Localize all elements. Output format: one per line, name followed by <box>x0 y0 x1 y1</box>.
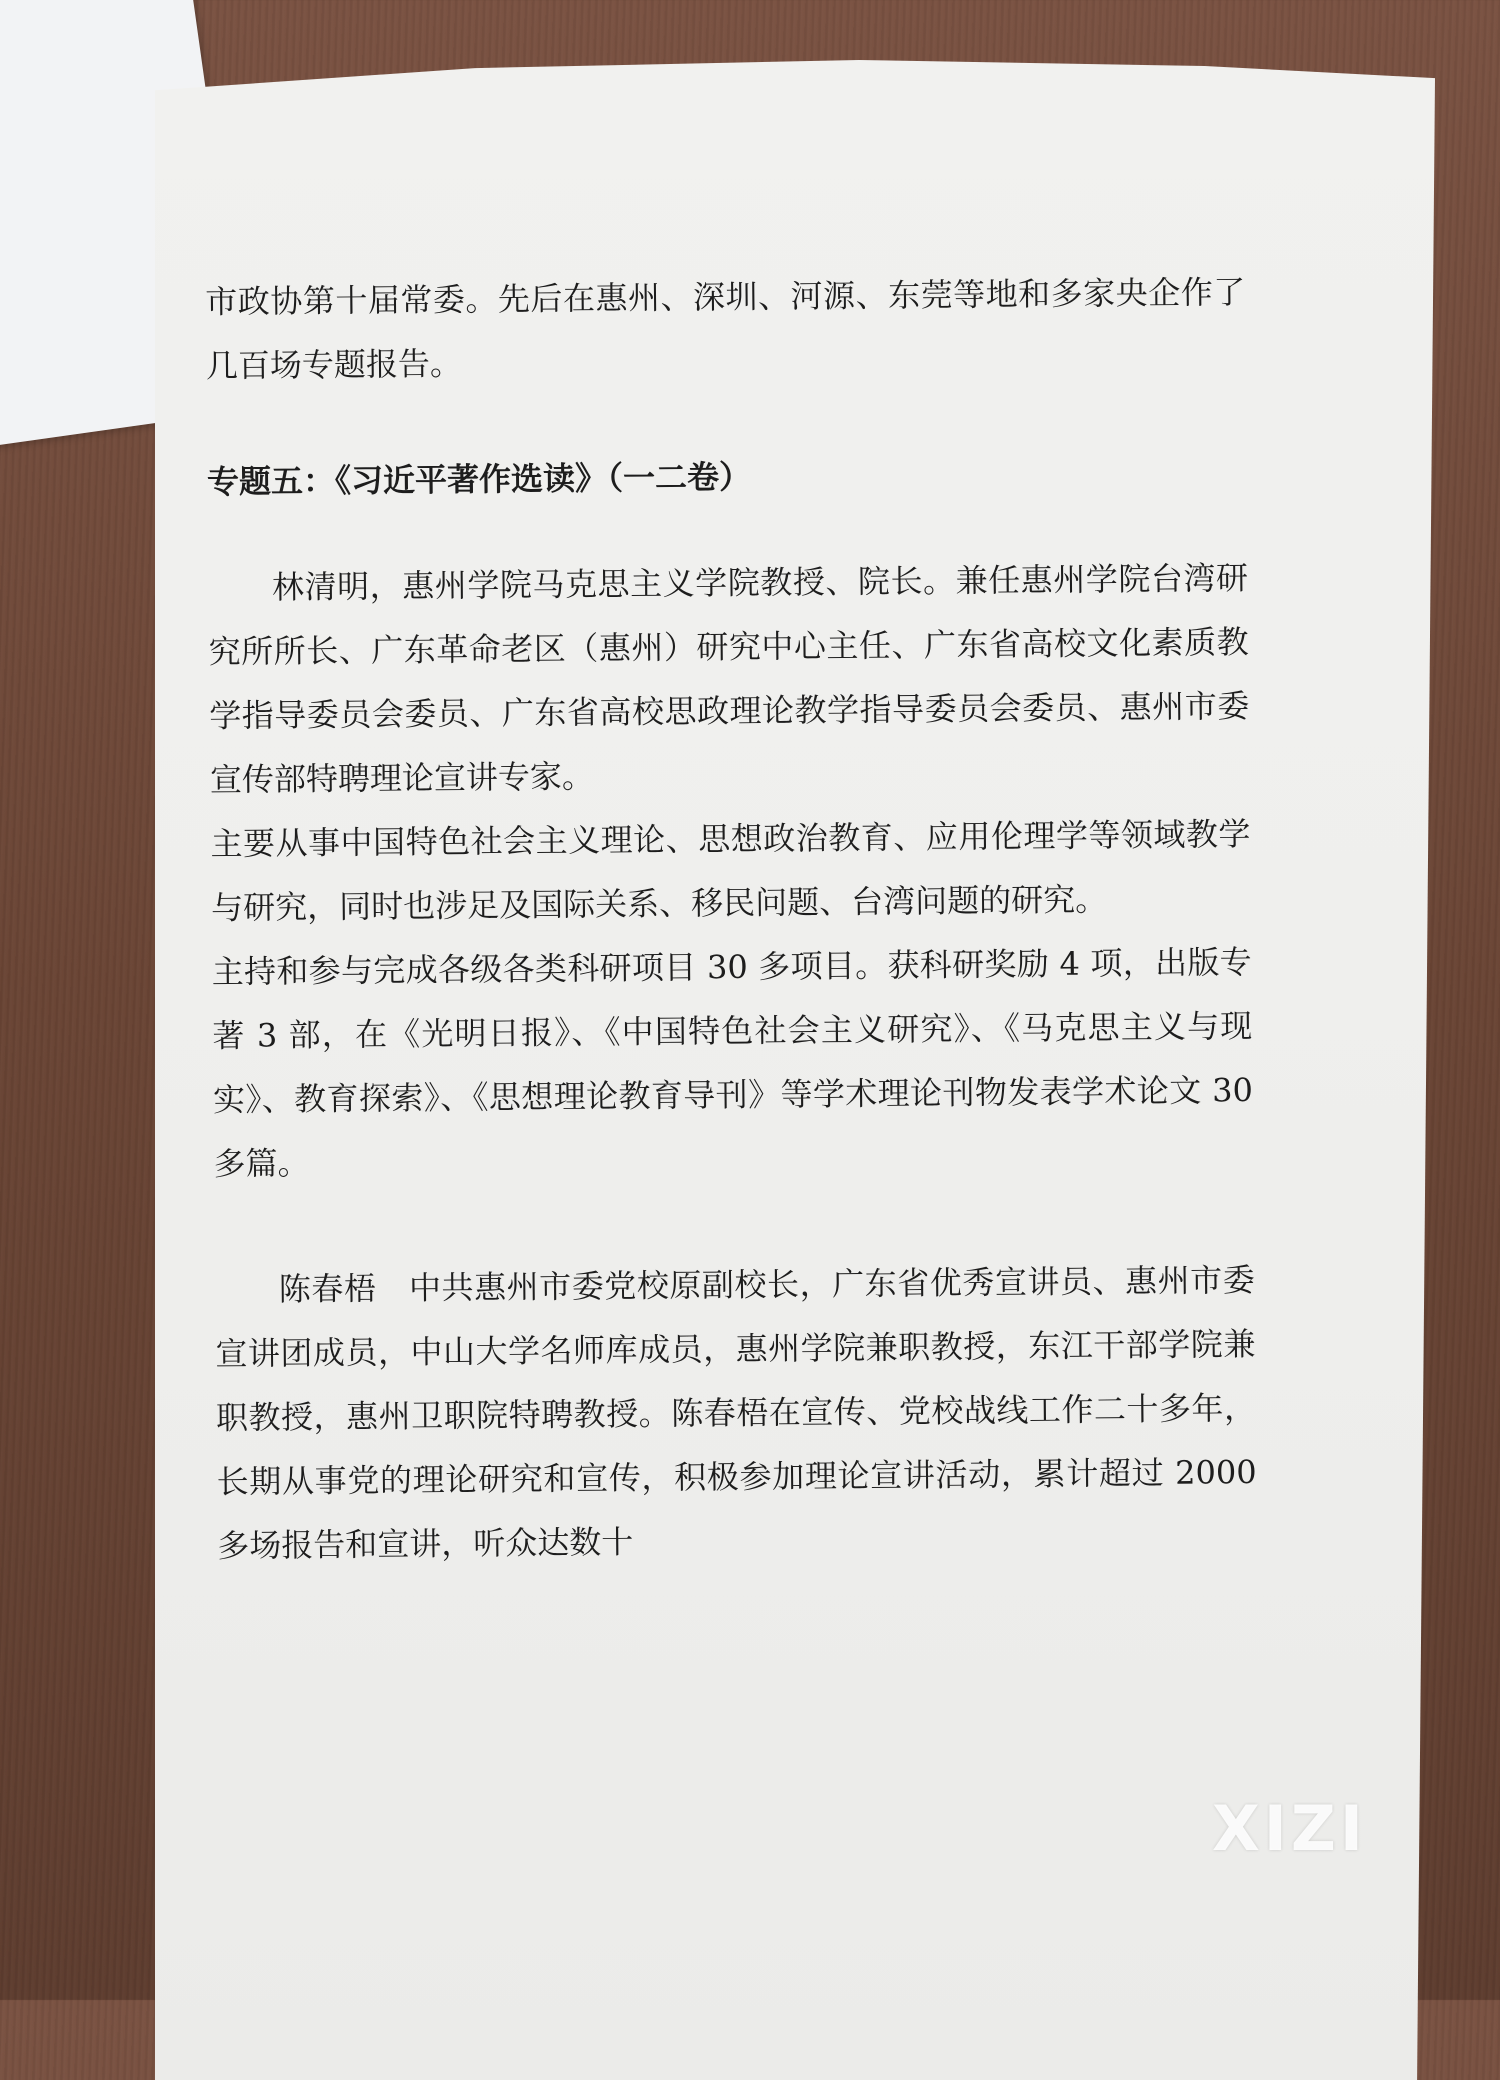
document-text-body <box>205 260 1258 1578</box>
intro-paragraph: 市政协第十届常委。先后在惠州、深圳、河源、东莞等地和多家央企作了几百场专题报告。 <box>205 273 1246 385</box>
person1-research-areas: 主要从事中国特色社会主义理论、思想政治教育、应用伦理学等领域教学与研究，同时也涉足及国际关系、移民问题、台湾问题的研究。 <box>210 814 1251 927</box>
xizi-watermark: XIZI <box>1212 1792 1367 1865</box>
person1-achievements: 主持和参与完成各级各类科研项目 30 多项目。获科研奖励 4 项，出版专著 3 部，在《光明日报》、《中国特色社会主义研究》、《马克思主义与现实》、教育探索》、《思想理论教育导刊》等学术理论刊物发表学术论文 30 多篇。 <box>211 942 1254 1183</box>
person2-bio: 陈春梧 中共惠州市委党校原副校长，广东省优秀宣讲员、惠州市委宣讲团成员，中山大学名师库成员，惠州学院兼职教授，东江干部学院兼职教授，惠州卫职院特聘教授。陈春梧在宣传、党校战线工作二十多年，长期从事党的理论研究和宣传，积极参加理论宣讲活动，累计超过 2000 多场报告和宣讲，听众达数十 <box>215 1260 1257 1565</box>
section-heading: 专题五：《习近平著作选读》（一二卷） <box>206 457 752 501</box>
person1-bio-intro: 林清明，惠州学院马克思主义学院教授、院长。兼任惠州学院台湾研究所所长、广东革命老区（惠州）研究中心主任、广东省高校文化素质教学指导委员会委员、广东省高校思政理论教学指导委员会委员、惠州市委宣传部特聘理论宣讲专家。 <box>208 559 1250 799</box>
